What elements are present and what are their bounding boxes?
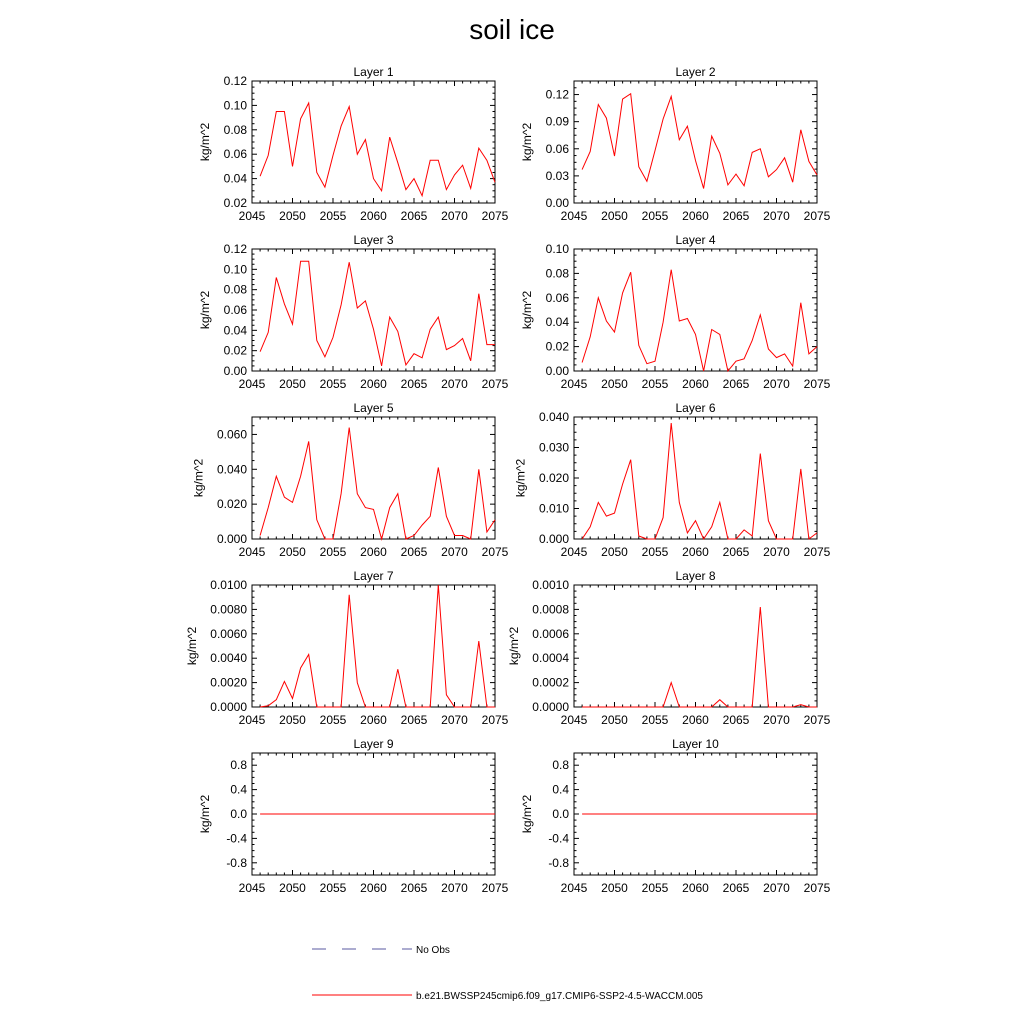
panel-9-y-tick-label: -0.8 [226,855,247,870]
panel-6-y-tick-label: 0.010 [538,501,569,516]
panel-6-x-tick-label: 2050 [601,545,628,559]
panel-9-x-tick-label: 2055 [319,881,347,895]
panel-2-y-tick-label: 0.00 [545,196,569,210]
panel-6-y-axis-label: kg/m^2 [513,458,528,498]
panel-7-frame [252,585,495,707]
panel-5-x-tick-label: 2045 [238,545,266,559]
panel-1-x-tick-label: 2050 [279,209,306,223]
panel-3-x-tick-label: 2075 [481,377,509,391]
panel-9-y-tick-label: -0.4 [226,831,247,846]
panel-9-x-tick-label: 2060 [360,881,387,895]
panel-1-title: Layer 1 [353,65,394,79]
panel-1-x-tick-label: 2075 [481,209,509,223]
panel-7-title: Layer 7 [353,569,394,583]
panel-6-x-tick-label: 2045 [560,545,588,559]
panel-3-y-tick-label: 0.04 [223,323,247,338]
panel-1-y-tick-label: 0.10 [223,98,247,113]
panel-6-x-tick-label: 2070 [763,545,790,559]
panel-4-x-tick-label: 2050 [601,377,628,391]
panel-7-x-tick-label: 2075 [481,713,509,727]
panel-10-y-tick-label: 0.4 [552,782,569,797]
panel-9-x-tick-label: 2050 [279,881,306,895]
panel-4-y-tick-label: 0.00 [545,364,569,378]
panel-5-title: Layer 5 [353,401,394,415]
panel-2-x-tick-label: 2075 [803,209,831,223]
panel-8-y-tick-label: 0.0010 [532,578,569,592]
panel-7-x-tick-label: 2055 [319,713,347,727]
panel-8-y-tick-label: 0.0006 [532,626,569,641]
panel-2-x-tick-label: 2045 [560,209,588,223]
panel-7-x-tick-label: 2065 [400,713,428,727]
panel-4-x-tick-label: 2075 [803,377,831,391]
panel-3-x-tick-label: 2055 [319,377,347,391]
panel-7-x-tick-label: 2050 [279,713,306,727]
panel-6-x-tick-label: 2065 [722,545,750,559]
panel-9-x-tick-label: 2075 [481,881,509,895]
legend-obs-label: No Obs [416,945,450,956]
panel-9-x-tick-label: 2045 [238,881,266,895]
panel-6-y-tick-label: 0.000 [538,532,569,546]
panel-5-y-tick-label: 0.060 [216,427,247,442]
panel-1-x-tick-label: 2045 [238,209,266,223]
panel-9-x-tick-label: 2065 [400,881,428,895]
panel-3-x-tick-label: 2045 [238,377,266,391]
panel-10-y-tick-label: 0.0 [552,807,569,821]
panel-8-x-tick-label: 2075 [803,713,831,727]
panel-6-y-tick-label: 0.040 [538,410,569,424]
panel-5-y-tick-label: 0.000 [216,532,247,546]
panel-1-y-tick-label: 0.02 [223,196,247,210]
panel-4-x-tick-label: 2060 [682,377,709,391]
panel-8-x-tick-label: 2055 [641,713,669,727]
panel-4-x-tick-label: 2045 [560,377,588,391]
panel-3-y-tick-label: 0.06 [223,303,247,317]
panel-4-y-tick-label: 0.02 [545,339,569,354]
panel-9-y-tick-label: 0.0 [230,807,247,821]
panel-3-y-tick-label: 0.12 [223,242,247,256]
panel-3-y-tick-label: 0.08 [223,282,247,297]
panel-8-x-tick-label: 2070 [763,713,790,727]
panel-3-x-tick-label: 2060 [360,377,387,391]
panel-10-x-tick-label: 2050 [601,881,628,895]
panel-8-frame [574,585,817,707]
panel-4-y-axis-label: kg/m^2 [520,290,535,330]
panel-7-x-tick-label: 2070 [441,713,468,727]
panel-7-series-line [260,585,495,707]
panel-3-x-tick-label: 2050 [279,377,306,391]
panel-2-x-tick-label: 2065 [722,209,750,223]
panel-5-y-tick-label: 0.020 [216,497,247,512]
panel-2-y-tick-label: 0.06 [545,141,569,156]
panel-8-x-tick-label: 2045 [560,713,588,727]
panel-3-title: Layer 3 [353,233,394,247]
panel-9-title: Layer 9 [353,737,394,751]
panel-4-frame [574,249,817,371]
panel-1-x-tick-label: 2060 [360,209,387,223]
panel-7-x-tick-label: 2045 [238,713,266,727]
panel-8-y-tick-label: 0.0000 [532,700,569,714]
panel-10-x-tick-label: 2075 [803,881,831,895]
panel-2-x-tick-label: 2055 [641,209,669,223]
panel-10-x-tick-label: 2060 [682,881,709,895]
panel-4-x-tick-label: 2065 [722,377,750,391]
panel-1-y-tick-label: 0.12 [223,74,247,88]
panel-4-series-line [582,270,817,371]
panel-2-x-tick-label: 2050 [601,209,628,223]
panel-5-x-tick-label: 2070 [441,545,468,559]
panel-3-y-tick-label: 0.02 [223,343,247,358]
panel-2-title: Layer 2 [675,65,716,79]
panel-9-y-axis-label: kg/m^2 [198,794,213,834]
panel-8-x-tick-label: 2050 [601,713,628,727]
panel-3-y-tick-label: 0.00 [223,364,247,378]
panel-4-y-tick-label: 0.10 [545,242,569,256]
panel-5-frame [252,417,495,539]
panel-6-series-line [582,423,817,539]
panel-9-y-tick-label: 0.8 [230,758,247,773]
panel-6-y-tick-label: 0.020 [538,471,569,485]
panel-2-frame [574,81,817,203]
panel-3-y-axis-label: kg/m^2 [198,290,213,330]
panel-5-x-tick-label: 2075 [481,545,509,559]
panel-8-x-tick-label: 2060 [682,713,709,727]
panel-4-y-tick-label: 0.06 [545,290,569,305]
panel-5-y-tick-label: 0.040 [216,462,247,477]
panel-5-series-line [260,428,495,540]
panel-8-series-line [582,607,817,707]
panel-2-y-tick-label: 0.03 [545,168,569,183]
panel-4-x-tick-label: 2070 [763,377,790,391]
legend-model-label: b.e21.BWSSP245cmip6.f09_g17.CMIP6-SSP2-4.5-WACCM.005 [416,991,703,1002]
panel-2-x-tick-label: 2070 [763,209,790,223]
panel-4-title: Layer 4 [675,233,716,247]
panel-1-y-tick-label: 0.08 [223,122,247,137]
panel-3-x-tick-label: 2070 [441,377,468,391]
panel-4-y-tick-label: 0.08 [545,266,569,281]
panel-1-y-tick-label: 0.04 [223,171,247,186]
panel-7-y-tick-label: 0.0040 [210,651,247,666]
panel-10-x-tick-label: 2065 [722,881,750,895]
panel-1-series-line [260,103,495,196]
panel-1-y-axis-label: kg/m^2 [198,122,213,162]
panel-6-y-tick-label: 0.030 [538,440,569,455]
panel-6-title: Layer 6 [675,401,716,415]
panel-2-y-tick-label: 0.12 [545,87,569,102]
panel-9-x-tick-label: 2070 [441,881,468,895]
panel-5-x-tick-label: 2050 [279,545,306,559]
panel-3-y-tick-label: 0.10 [223,262,247,277]
panel-10-y-tick-label: -0.8 [548,855,569,870]
panel-7-y-tick-label: 0.0060 [210,626,247,641]
panel-8-y-tick-label: 0.0008 [532,602,569,617]
panel-2-series-line [582,94,817,189]
panel-3-frame [252,249,495,371]
panel-8-y-tick-label: 0.0004 [532,651,569,666]
panel-2-y-axis-label: kg/m^2 [520,122,535,162]
panel-7-y-tick-label: 0.0100 [210,578,247,592]
panel-7-y-tick-label: 0.0080 [210,602,247,617]
panel-5-x-tick-label: 2055 [319,545,347,559]
panel-8-y-axis-label: kg/m^2 [506,626,521,666]
panel-7-y-tick-label: 0.0000 [210,700,247,714]
panel-10-y-axis-label: kg/m^2 [520,794,535,834]
panel-7-y-tick-label: 0.0020 [210,675,247,690]
panel-5-y-axis-label: kg/m^2 [191,458,206,498]
panel-3-series-line [260,261,495,366]
panel-5-x-tick-label: 2060 [360,545,387,559]
panel-4-y-tick-label: 0.04 [545,315,569,330]
panel-6-x-tick-label: 2075 [803,545,831,559]
panel-6-x-tick-label: 2055 [641,545,669,559]
panel-8-title: Layer 8 [675,569,716,583]
panel-9-y-tick-label: 0.4 [230,782,247,797]
panel-1-x-tick-label: 2055 [319,209,347,223]
panel-1-x-tick-label: 2070 [441,209,468,223]
panel-5-x-tick-label: 2065 [400,545,428,559]
panel-8-y-tick-label: 0.0002 [532,675,569,690]
panel-7-y-axis-label: kg/m^2 [184,626,199,666]
panel-6-x-tick-label: 2060 [682,545,709,559]
panel-3-x-tick-label: 2065 [400,377,428,391]
panel-1-x-tick-label: 2065 [400,209,428,223]
panel-10-y-tick-label: -0.4 [548,831,569,846]
figure-title: soil ice [469,14,555,45]
panel-10-x-tick-label: 2070 [763,881,790,895]
panel-4-x-tick-label: 2055 [641,377,669,391]
panel-1-y-tick-label: 0.06 [223,147,247,162]
panel-2-x-tick-label: 2060 [682,209,709,223]
panel-2-y-tick-label: 0.09 [545,114,569,129]
panel-10-x-tick-label: 2045 [560,881,588,895]
panel-10-x-tick-label: 2055 [641,881,669,895]
panel-7-x-tick-label: 2060 [360,713,387,727]
panel-10-y-tick-label: 0.8 [552,758,569,773]
panel-8-x-tick-label: 2065 [722,713,750,727]
panel-10-title: Layer 10 [672,737,719,751]
